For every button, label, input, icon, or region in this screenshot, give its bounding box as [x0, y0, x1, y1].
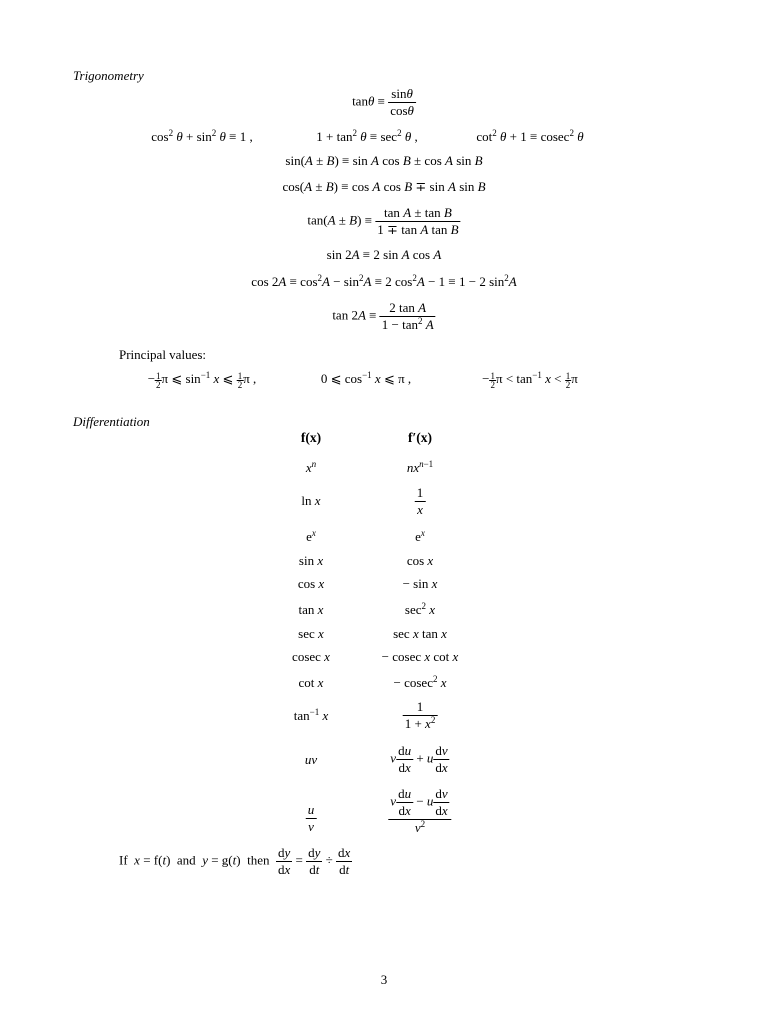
table-row-f: $x^n$ — [305, 459, 317, 475]
table-row-fprime: − sin x — [402, 576, 438, 591]
table-row-f: $\frac{u}{v}$ — [307, 802, 315, 834]
table-row-f: cos x — [297, 576, 325, 591]
principal-value-arctan: − $\frac{1}{2}$ $\pi < \tan^{-1} x$ < $\frac{1}{2}$ π — [482, 370, 578, 390]
table-row-fprime: $e^x$ — [415, 528, 425, 544]
principal-values-label: Principal values: — [119, 347, 207, 362]
principal-value-arcsin: − $\frac{1}{2}$ π ⩽ $\sin^{-1} x$ ⩽ $\frac{1}{2}$ π , — [147, 370, 257, 390]
formula-sin-compound: sin(A ± B) ≡ sin A cos B ± cos A sin B — [285, 153, 483, 168]
table-row-f: cot x — [298, 675, 324, 690]
table-row-fprime: $nx^{n-1}$ — [406, 459, 434, 475]
table-row-f: ln x — [301, 493, 321, 508]
formula-cos-double: $\cos 2A \equiv \cos^2A - \sin^2A \equiv 2$ $\cos^2A - 1 \equiv 1 - 2$ $\sin^2A$ — [251, 273, 517, 289]
formula-parametric: If x = f(t) and y = g(t) then $\frac{dy}{dx}$ = $\frac{dy}{dt}$ ÷ $\frac{dx}{dt}$ — [119, 845, 351, 877]
table-row-f: sec x — [298, 626, 324, 641]
table-row-fprime: v $\frac{du}{dx}$ − u $\frac{dv}{dx}$ $v^2$ — [388, 786, 451, 836]
table-header-fprime: f′(x) — [407, 430, 433, 445]
table-row-f: $\tan^{-1} x$ — [293, 707, 329, 723]
page-number: 3 — [380, 972, 388, 987]
formula-pythag-2: $1 + \tan^2 \theta \equiv \sec^2 \theta$ , — [316, 128, 418, 144]
formula-pythag-3: $\cot^2 \theta + 1 \equiv cosec^2$ θ — [476, 128, 584, 144]
section-title-differentiation: Differentiation — [73, 414, 150, 429]
table-row-fprime: v $\frac{du}{dx}$ + u $\frac{dv}{dx}$ — [390, 743, 448, 775]
table-row-fprime: cos x — [406, 553, 434, 568]
formula-sin-double: sin 2A ≡ 2 sin A cos A — [326, 247, 442, 262]
formula-tan-compound: tan(A ± B) ≡ $\frac{\text{tan A ± tan B}}{\text{1 ∓ tan A tan B}}$ — [307, 205, 459, 237]
formula-pythag-1: $\cos^2 \theta + \sin^2 \theta \equiv 1$ , — [151, 128, 253, 144]
table-row-f: $e^x$ — [306, 528, 316, 544]
table-row-f: cosec x — [292, 649, 330, 664]
table-row-fprime: $\sec^2 x$ — [404, 601, 436, 617]
table-row-f: tan x — [298, 602, 324, 617]
table-row-fprime: $\frac{1}{x}$ — [416, 485, 424, 517]
principal-value-arccos: 0 ⩽ $\cos^{-1} x$ ⩽ π , — [320, 370, 412, 386]
table-header-f: f(x) — [300, 430, 322, 445]
formula-tan-double: tan 2A ≡ $\frac{\text{2 tan A}}{1 - \tan^2 A}$ — [332, 300, 434, 332]
table-row-fprime: − cosec x cot x — [381, 649, 459, 664]
table-row-f: sin x — [298, 553, 324, 568]
table-row-fprime: sec x tan x — [393, 626, 447, 641]
section-title-trigonometry: Trigonometry — [73, 68, 144, 83]
table-row-fprime: − cosec$^2$ x — [393, 674, 447, 690]
formula-tan-definition: tanθ ≡ $\frac{\sin\theta}{\cos\theta}$ — [352, 86, 414, 118]
table-row-f: uv — [304, 752, 318, 767]
table-row-fprime: $\frac{1}{1 + x^2}$ — [404, 699, 436, 731]
formula-cos-compound: cos(A ± B) ≡ cos A cos B ∓ sin A sin B — [282, 179, 486, 194]
